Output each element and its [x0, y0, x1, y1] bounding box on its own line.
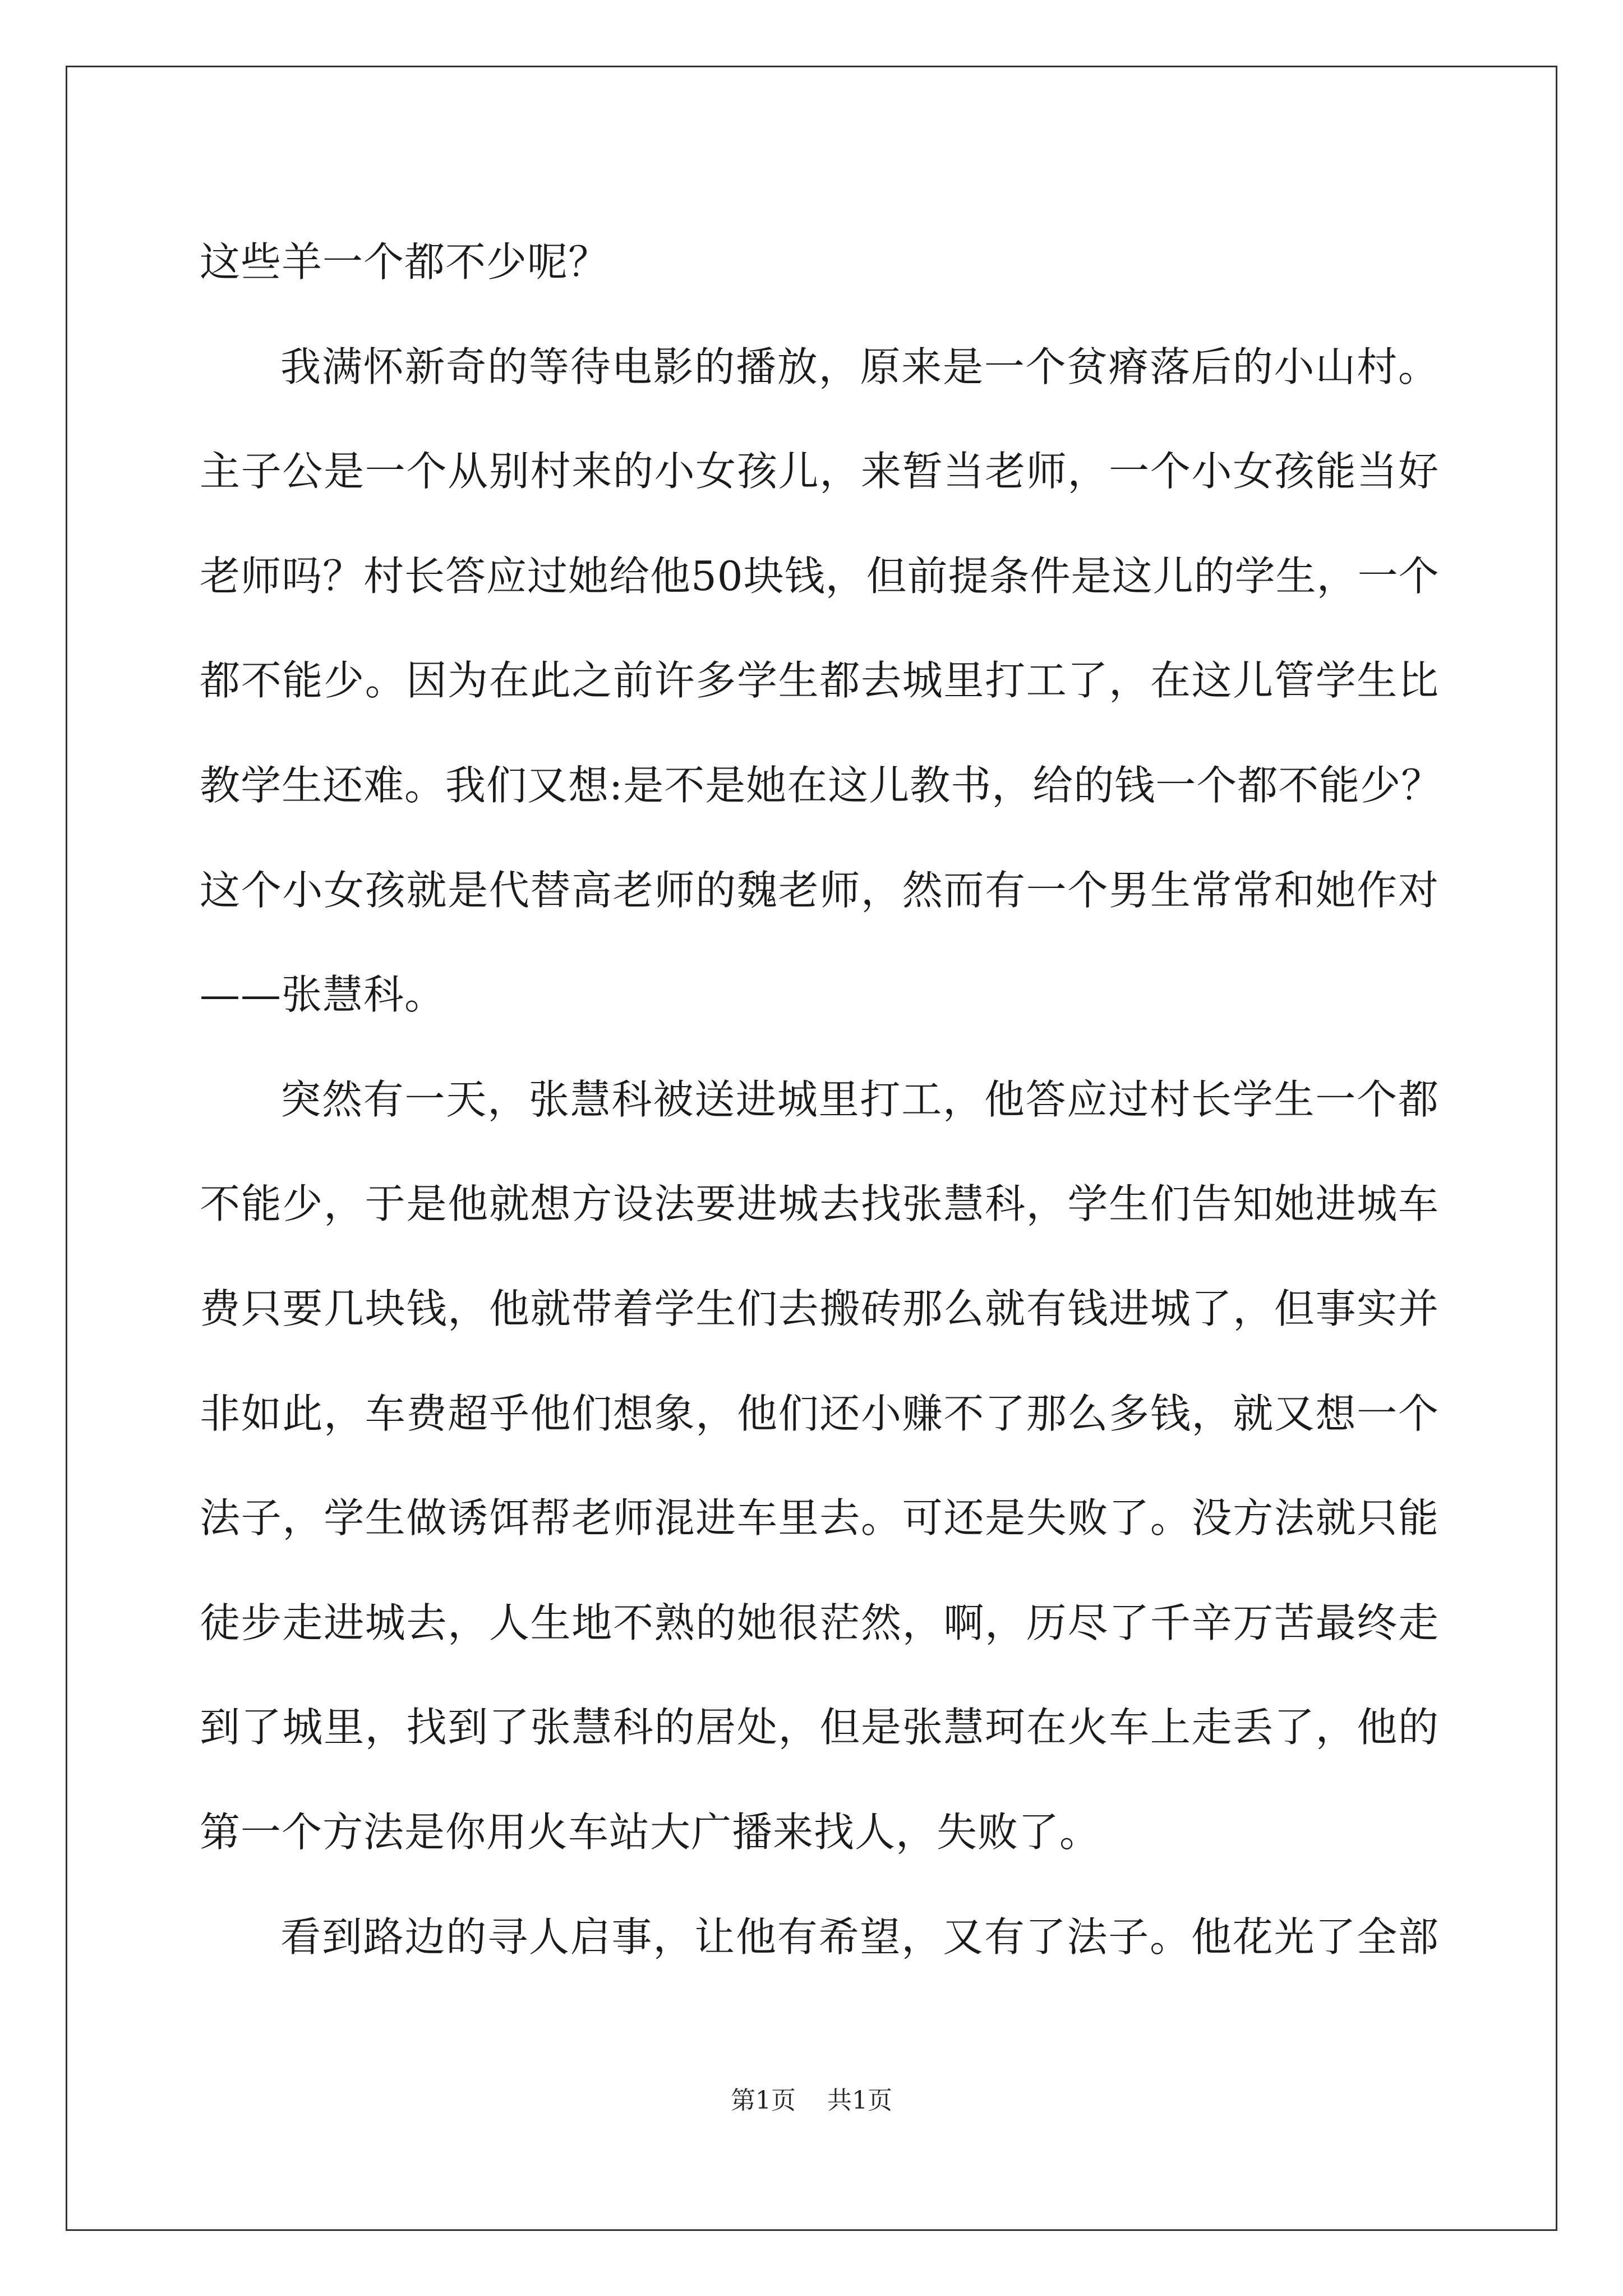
page-number: 第1页 [731, 2086, 796, 2115]
text-line: 非如此，车费超乎他们想象，他们还小赚不了那么多钱，就又想一个 [200, 1389, 1439, 1437]
text-line: 我满怀新奇的等待电影的播放，原来是一个贫瘠落后的小山村。 [280, 343, 1439, 390]
text-line: 不能少，于是他就想方设法要进城去找张慧科，学生们告知她进城车 [200, 1180, 1439, 1228]
page-total: 共1页 [827, 2086, 892, 2115]
text-line: 法子，学生做诱饵帮老师混进车里去。可还是失败了。没方法就只能 [200, 1494, 1439, 1542]
text-line: 突然有一天，张慧科被送进城里打工，他答应过村长学生一个都 [280, 1075, 1439, 1123]
page-footer [0, 2084, 1623, 2118]
text-line: 这个小女孩就是代替高老师的魏老师，然而有一个男生常常和她作对 [200, 866, 1439, 914]
text-line: 教学生还难。我们又想:是不是她在这儿教书，给的钱一个都不能少？ [200, 761, 1442, 809]
text-line: 费只要几块钱，他就带着学生们去搬砖那么就有钱进城了，但事实并 [200, 1285, 1439, 1332]
text-line: 徒步走进城去，人生地不熟的她很茫然，啊，历尽了千辛万苦最终走 [200, 1599, 1439, 1646]
text-line: 老师吗？村长答应过她给他50块钱，但前提条件是这儿的学生，一个 [200, 552, 1440, 600]
text-line: 都不能少。因为在此之前许多学生都去城里打工了，在这儿管学生比 [200, 657, 1439, 705]
text-line: 第一个方法是你用火车站大广播来找人，失败了。 [200, 1808, 1101, 1856]
text-line: 看到路边的寻人启事，让他有希望，又有了法子。他花光了全部 [280, 1913, 1439, 1961]
text-line: ——张慧科。 [200, 971, 446, 1019]
text-line: 这些羊一个都不少呢？ [200, 238, 610, 286]
document-body [200, 210, 1442, 1989]
text-line: 主子公是一个从别村来的小女孩儿，来暂当老师，一个小女孩能当好 [200, 448, 1439, 495]
text-line: 到了城里，找到了张慧科的居处，但是张慧珂在火车上走丢了，他的 [200, 1704, 1439, 1751]
